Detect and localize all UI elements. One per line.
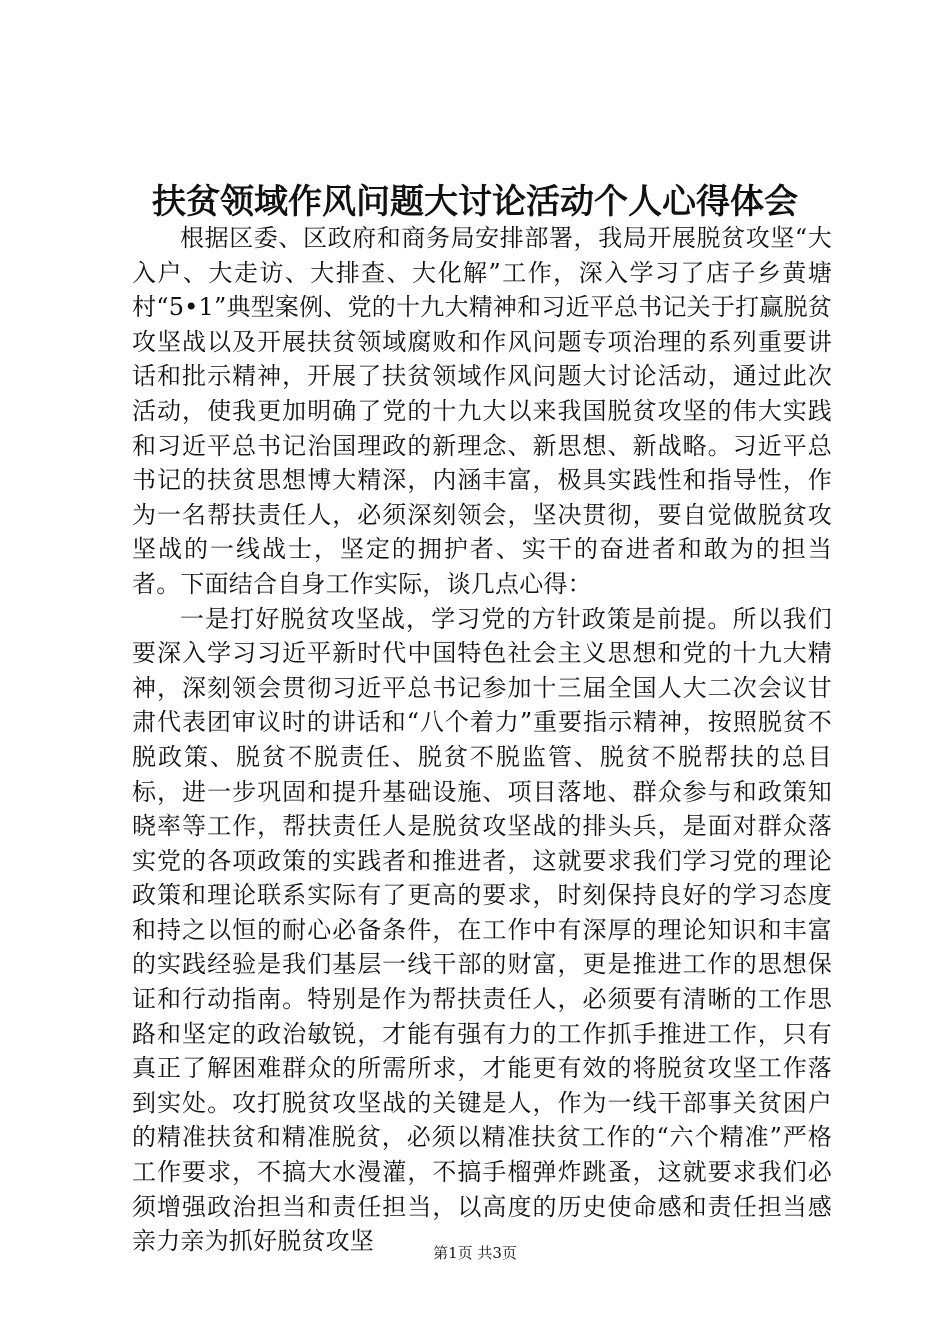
document-body (132, 221, 832, 1259)
page-footer: 第1页 共3页 (433, 1244, 517, 1262)
paragraph-point-one: 一是打好脱贫攻坚战，学习党的方针政策是前提。所以我们要深入学习习近平新时代中国特色社会主义思想和党的十九大精神，深刻领会贯彻习近平总书记参加十三届全国人大二次会议甘肃代表团审议时的讲话和“八个着力”重要指示精神，按照脱贫不脱政策、脱贫不脱责任、脱贫不脱监管、脱贫不脱帮扶的总目标，进一步巩固和提升基础设施、项目落地、群众参与和政策知晓率等工作，帮扶责任人是脱贫攻坚战的排头兵，是面对群众落实党的各项政策的实践者和推进者，这就要求我们学习党的理论政策和理论联系实际有了更高的要求，时刻保持良好的学习态度和持之以恒的耐心必备条件，在工作中有深厚的理论知识和丰富的实践经验是我们基层一线干部的财富，更是推进工作的思想保证和行动指南。特别是作为帮扶责任人，必须要有清晰的工作思路和坚定的政治敏锐，才能有强有力的工作抓手推进工作，只有真正了解困难群众的所需所求，才能更有效的将脱贫攻坚工作落到实处。攻打脱贫攻坚战的关键是人，作为一线干部事关贫困户的精准扶贫和精准脱贫，必须以精准扶贫工作的“六个精准”严格工作要求，不搞大水漫灌，不搞手榴弹炸跳蚤，这就要求我们必须增强政治担当和责任担当，以高度的历史使命感和责任担当感亲力亲为抓好脱贫攻坚 (132, 604, 832, 1256)
paragraph-intro: 根据区委、区政府和商务局安排部署，我局开展脱贫攻坚“大入户、大走访、大排查、大化解”工作，深入学习了店子乡黄塘村“5•1”典型案例、党的十九大精神和习近平总书记关于打赢脱贫攻坚战以及开展扶贫领域腐败和作风问题专项治理的系列重要讲话和批示精神，开展了扶贫领域作风问题大讨论活动，通过此次活动，使我更加明确了党的十九大以来我国脱贫攻坚的伟大实践和习近平总书记治国理政的新理念、新思想、新战略。习近平总书记的扶贫思想博大精深，内涵丰富，极具实践性和指导性，作为一名帮扶责任人，必须深刻领会，坚决贯彻，要自觉做脱贫攻坚战的一线战士，坚定的拥护者、实干的奋进者和敢为的担当者。下面结合自身工作实际，谈几点心得： (132, 224, 832, 598)
document-title: 扶贫领域作风问题大讨论活动个人心得体会 (152, 182, 798, 222)
